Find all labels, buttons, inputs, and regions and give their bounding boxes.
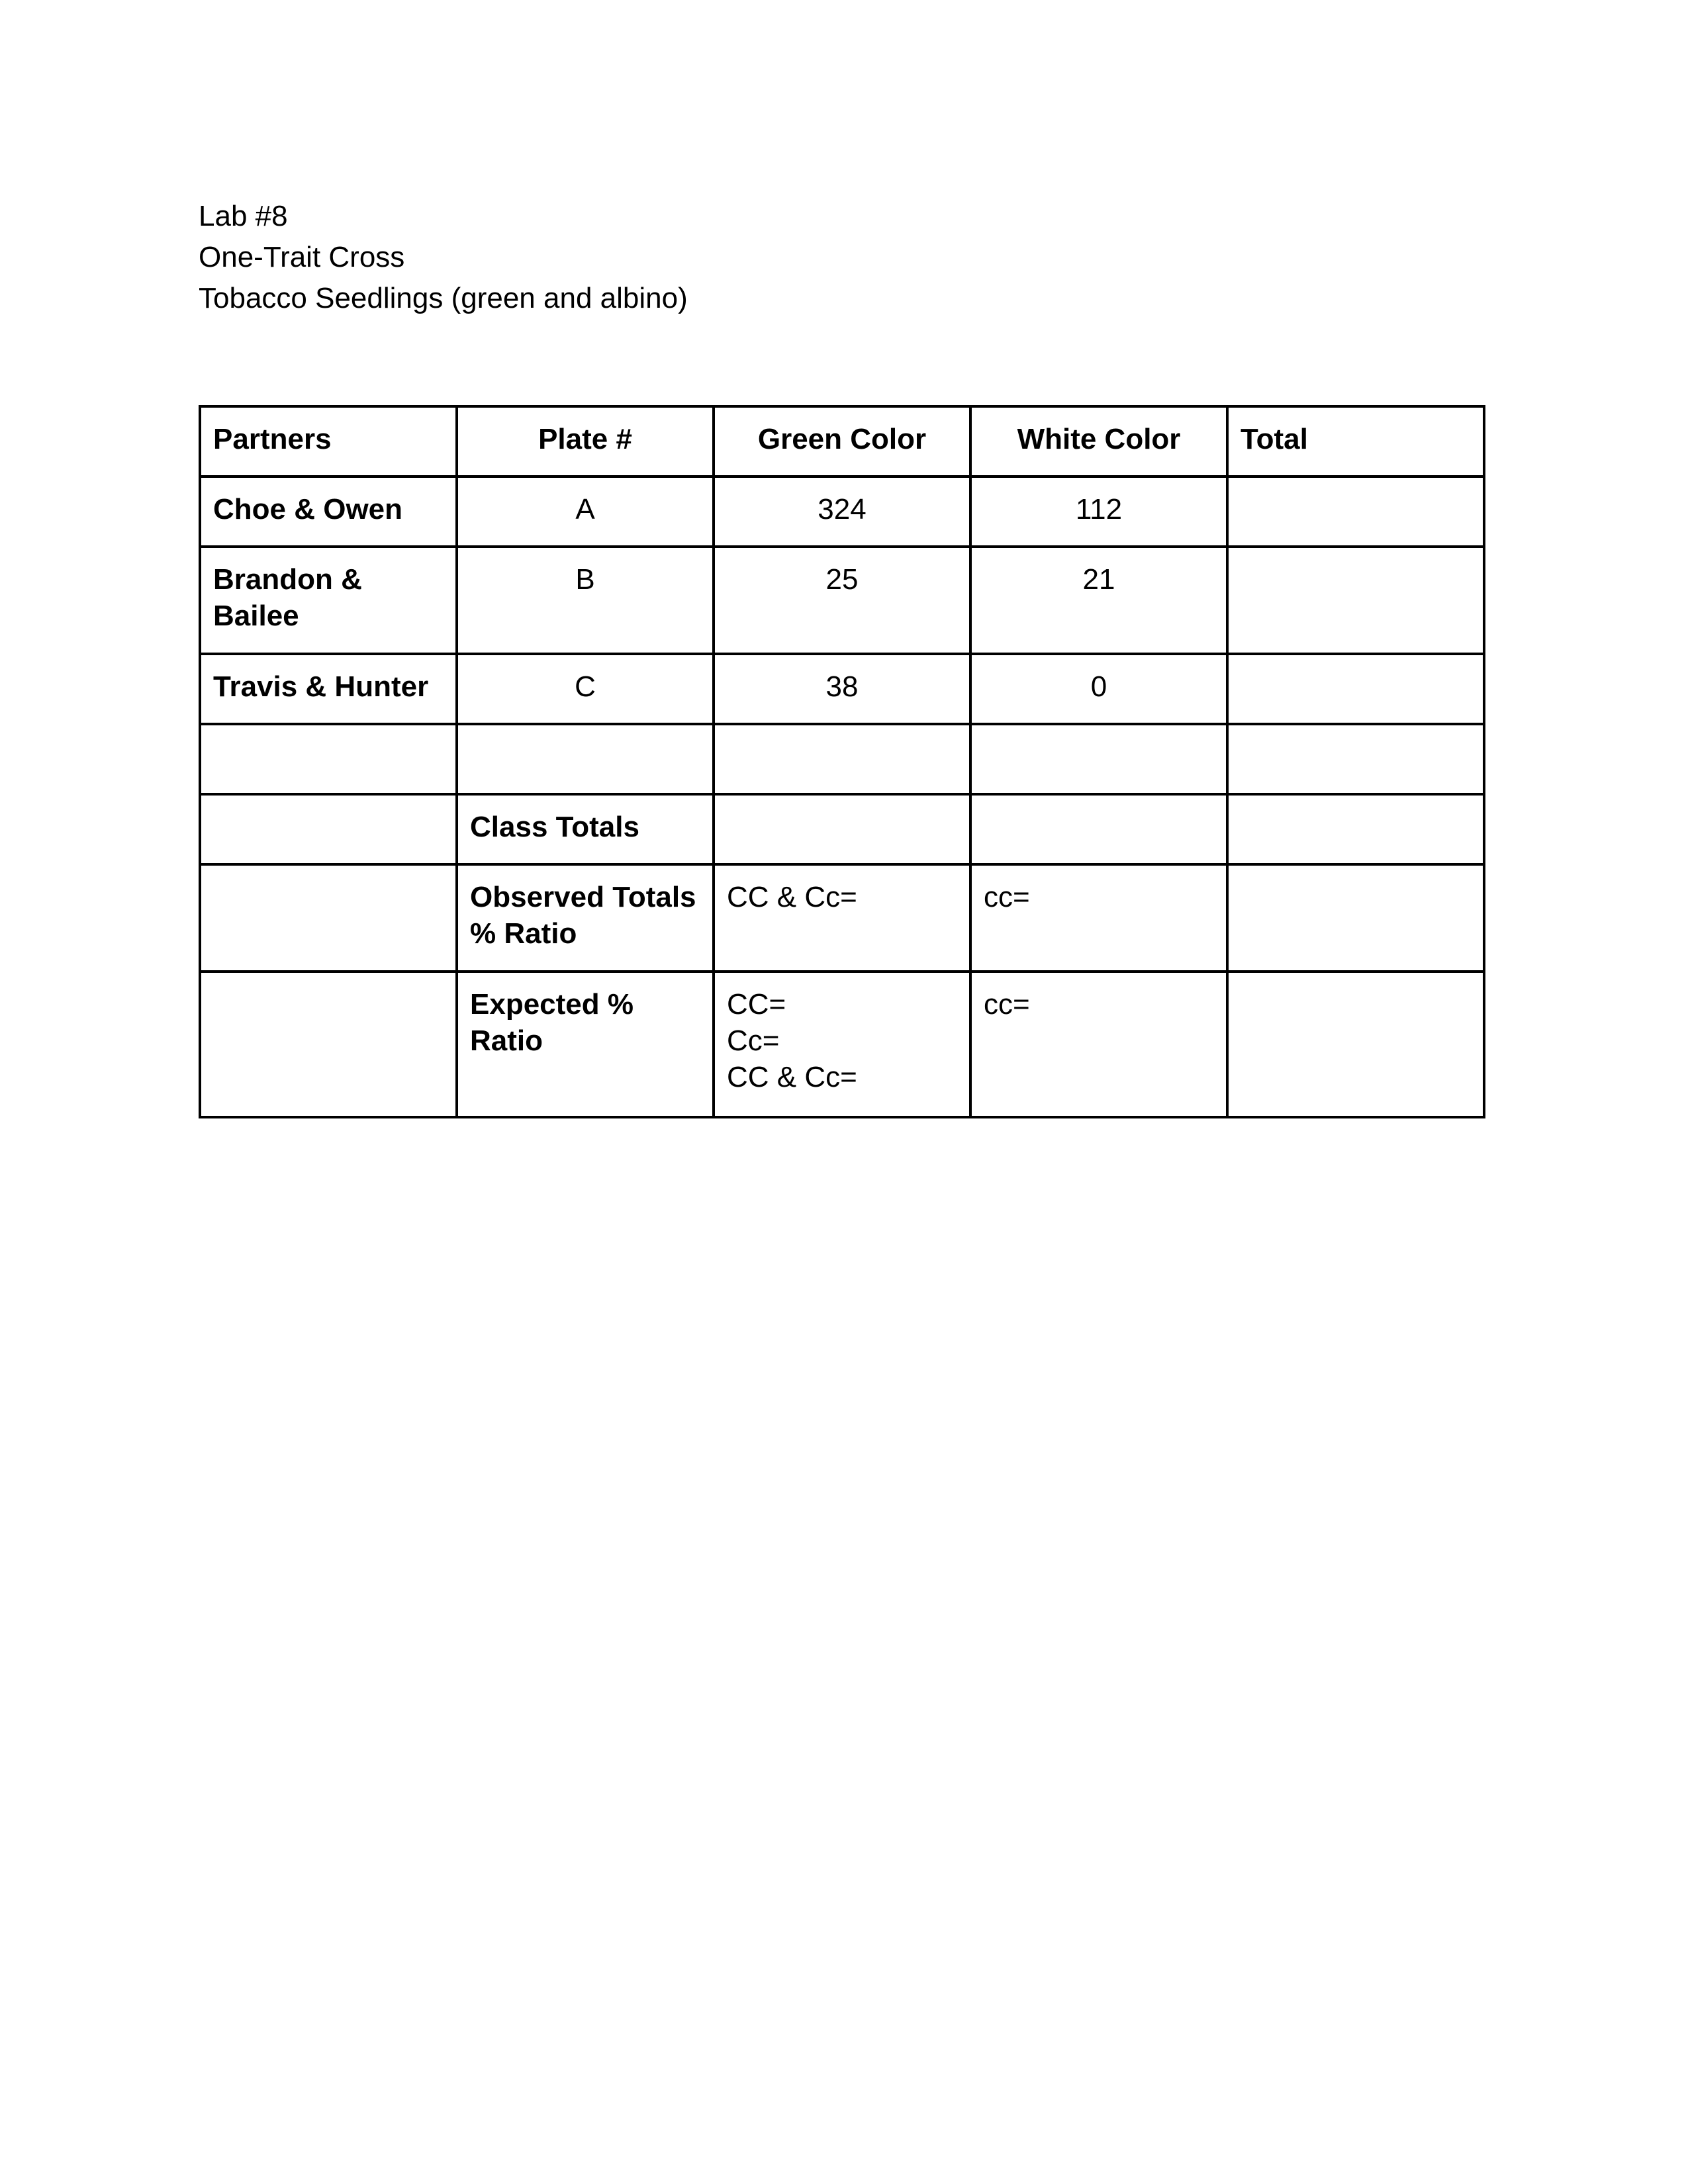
plate-cell: A (457, 477, 714, 547)
plate-cell: C (457, 654, 714, 724)
empty-cell (200, 972, 457, 1117)
white-count-cell: 21 (970, 547, 1227, 654)
total-cell (1227, 654, 1484, 724)
col-header-green-color: Green Color (714, 406, 970, 477)
observed-ratio-row (200, 864, 1484, 972)
observed-green-cell: CC & Cc= (714, 864, 970, 972)
lab-subtitle: Tobacco Seedlings (green and albino) (199, 282, 688, 314)
col-header-plate: Plate # (457, 406, 714, 477)
total-cell (1227, 724, 1484, 794)
lab-number: Lab #8 (199, 200, 288, 232)
green-count-cell: 38 (714, 654, 970, 724)
observed-total-cell (1227, 864, 1484, 972)
green-count-cell (714, 724, 970, 794)
white-count-cell (970, 724, 1227, 794)
plate-cell: B (457, 547, 714, 654)
lab-title: One-Trait Cross (199, 241, 405, 273)
total-cell (1227, 547, 1484, 654)
empty-cell (200, 794, 457, 864)
col-header-partners: Partners (200, 406, 457, 477)
col-header-white-color: White Color (970, 406, 1227, 477)
class-white-total-cell (970, 794, 1227, 864)
white-count-cell: 0 (970, 654, 1227, 724)
observed-ratio-label: Observed Totals % Ratio (457, 864, 714, 972)
partners-cell: Brandon & Bailee (200, 547, 457, 654)
expected-white-cell: cc= (970, 972, 1227, 1117)
class-total-cell (1227, 794, 1484, 864)
total-cell (1227, 477, 1484, 547)
table-row (200, 547, 1484, 654)
expected-cc-homozygous-line: CC= (727, 988, 786, 1021)
plate-cell (457, 724, 714, 794)
col-header-total: Total (1227, 406, 1484, 477)
expected-green-cell (714, 972, 970, 1117)
partners-cell: Choe & Owen (200, 477, 457, 547)
class-totals-row (200, 794, 1484, 864)
expected-ratio-label: Expected % Ratio (457, 972, 714, 1117)
expected-total-cell (1227, 972, 1484, 1117)
observed-white-cell: cc= (970, 864, 1227, 972)
partners-cell (200, 724, 457, 794)
document-header (199, 196, 688, 319)
header-row (200, 406, 1484, 477)
expected-cc-combined-line: CC & Cc= (727, 1061, 857, 1093)
expected-ratio-row (200, 972, 1484, 1117)
empty-cell (200, 864, 457, 972)
expected-cc-heterozygous-line: Cc= (727, 1024, 780, 1057)
green-count-cell: 25 (714, 547, 970, 654)
table-row (200, 654, 1484, 724)
table-row (200, 724, 1484, 794)
table-row (200, 477, 1484, 547)
class-totals-label: Class Totals (457, 794, 714, 864)
white-count-cell: 112 (970, 477, 1227, 547)
class-green-total-cell (714, 794, 970, 864)
partners-cell: Travis & Hunter (200, 654, 457, 724)
green-count-cell: 324 (714, 477, 970, 547)
data-table (199, 405, 1485, 1118)
